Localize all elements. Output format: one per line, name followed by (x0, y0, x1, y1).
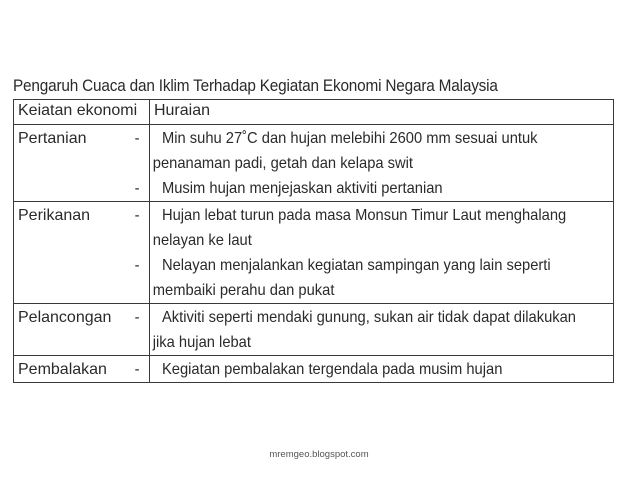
bullet-dash: - (134, 207, 140, 224)
point-line: - Nelayan menjalankan kegiatan sampingan yang lain seperti (150, 253, 576, 278)
activity-cell (14, 202, 150, 304)
description-cell (134, 202, 613, 304)
header-activity: Keiatan ekonomi (14, 100, 150, 125)
activity-name: Pertanian (18, 130, 87, 147)
activity-name: Pembalakan (18, 361, 107, 378)
bullet-dash: - (134, 309, 140, 326)
point-line: - Musim hujan menjejaskan aktiviti pertanian (150, 176, 576, 201)
point-line: penanaman padi, getah dan kelapa swit (152, 155, 413, 172)
point-line: membaiki perahu dan pukat (152, 282, 335, 299)
table-row (14, 202, 614, 304)
document-body (13, 76, 614, 383)
table-header-row (14, 100, 614, 125)
table-row (14, 304, 614, 356)
point-line: - Kegiatan pembalakan tergendala pada musim hujan (150, 357, 576, 382)
document-title: Pengaruh Cuaca dan Iklim Terhadap Kegiatan Ekonomi Negara Malaysia (13, 77, 498, 95)
economic-activity-table (13, 99, 614, 383)
point-line: - Aktiviti seperti mendaki gunung, sukan air tidak dapat dilakukan (150, 305, 576, 330)
point-line: jika hujan lebat (152, 334, 251, 351)
bullet-dash: - (134, 257, 140, 274)
description-cell (134, 356, 613, 383)
footer-source: mremgeo.blogspot.com (269, 449, 369, 460)
point-line: - Min suhu 27˚C dan hujan melebihi 2600 mm sesuai untuk (150, 126, 576, 151)
activity-cell (14, 304, 150, 356)
table-row (14, 356, 614, 383)
activity-name: Pelancongan (18, 309, 112, 326)
activity-cell (14, 356, 150, 383)
activity-name: Perikanan (18, 207, 91, 224)
activity-cell (14, 125, 150, 202)
point-line: - Hujan lebat turun pada masa Monsun Timur Laut menghalang (150, 203, 576, 228)
header-description: Huraian (149, 100, 613, 125)
table-row (14, 125, 614, 202)
point-line: nelayan ke laut (152, 232, 252, 249)
description-cell (134, 125, 613, 202)
bullet-dash: - (134, 361, 140, 378)
bullet-dash: - (134, 180, 140, 197)
bullet-dash: - (134, 130, 140, 147)
description-cell (134, 304, 613, 356)
